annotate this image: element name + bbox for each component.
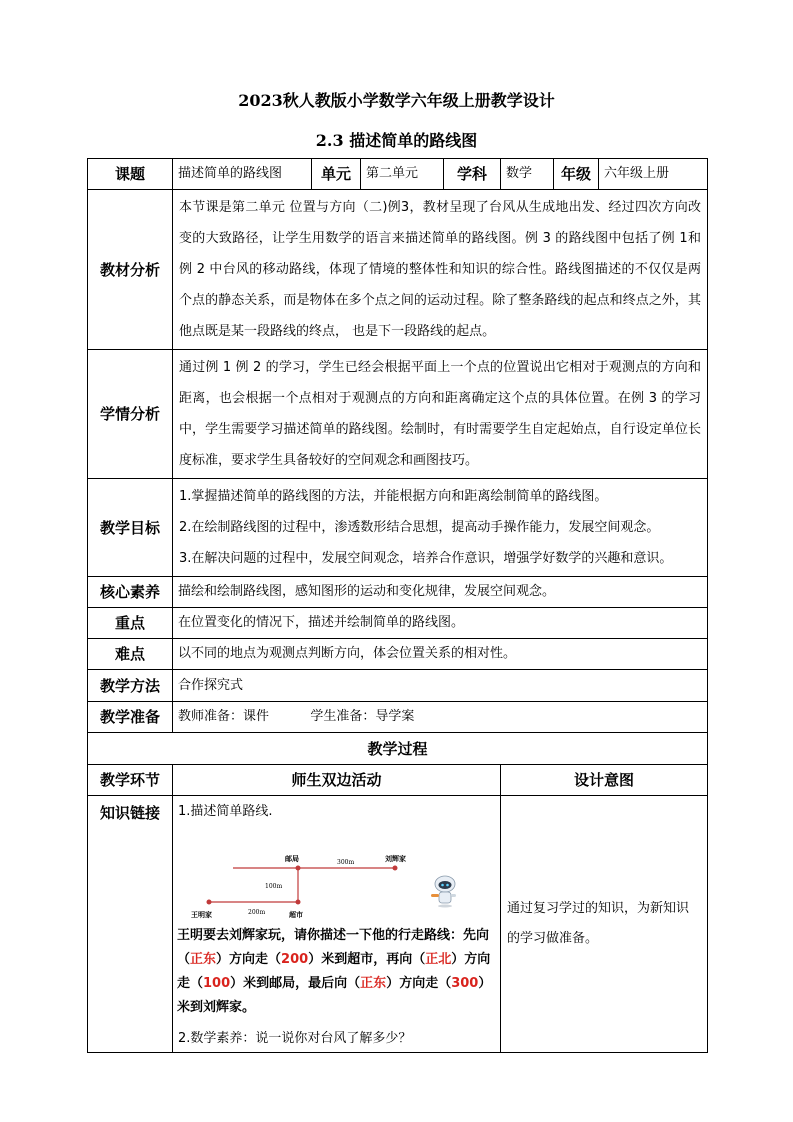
column-design-intent: 设计意图 xyxy=(501,765,708,796)
subject-label: 学科 xyxy=(444,159,501,190)
market-label: 超市 xyxy=(289,910,303,919)
activity-item-2: 2.数学素养：说一说你对台风了解多少？ xyxy=(178,1031,412,1046)
teaching-method-text: 合作探究式 xyxy=(173,670,708,702)
textbook-analysis-label: 教材分析 xyxy=(88,190,173,350)
topic-label: 课题 xyxy=(88,159,173,190)
answer-direction-3: 正东 xyxy=(360,976,387,991)
knowledge-link-intent: 通过复习学过的知识，为新知识的学习做准备。 xyxy=(501,796,708,1053)
column-teaching-step: 教学环节 xyxy=(88,765,173,796)
unit-value: 第二单元 xyxy=(361,159,444,190)
goal-item: 1.掌握描述简单的路线图的方法，并能根据方向和距离绘制简单的路线图。 xyxy=(179,489,608,504)
route-map xyxy=(173,824,503,924)
post-office-label: 邮局 xyxy=(285,854,299,863)
distance-100-label: 100m xyxy=(265,883,283,890)
wang-home-point xyxy=(207,900,212,905)
route-illustration xyxy=(173,824,500,924)
story-text: ）米到超市，再向（ xyxy=(308,952,426,967)
story-text: ）米到刘辉家。 xyxy=(177,976,492,1015)
liu-home-point xyxy=(393,866,398,871)
distance-200-label: 200m xyxy=(248,909,266,916)
teaching-goals-label: 教学目标 xyxy=(88,479,173,577)
knowledge-link-label: 知识链接 xyxy=(88,796,173,1053)
story-text: 王明要去刘辉家玩，请你描述一下他的行走路线：先向（ xyxy=(177,928,490,967)
answer-direction-2: 正北 xyxy=(425,952,452,967)
difficulty-label: 难点 xyxy=(88,639,173,670)
teaching-prep-text: 教师准备：课件 学生准备：导学案 xyxy=(173,702,708,733)
subject-value: 数学 xyxy=(501,159,554,190)
knowledge-link-activity xyxy=(173,796,501,1053)
goal-item: 2.在绘制路线图的过程中，渗透数形结合思想，提高动手操作能力，发展空间观念。 xyxy=(179,520,660,535)
distance-300-label: 300m xyxy=(337,859,355,866)
activity-item-1: 1.描述简单路线. xyxy=(178,804,273,819)
route-story xyxy=(177,924,494,1020)
goal-item: 3.在解决问题的过程中，发展空间观念，培养合作意识，增强学好数学的兴趣和意识。 xyxy=(179,551,673,566)
textbook-analysis-text: 本节课是第二单元 位置与方向（二)例3，教材呈现了台风从生成地出发、经过四次方向改变的大致路径，让学生用数学的语言来描述简单的路线图。例 3 的路线图中包括了例 1和例 2 中台风的移动路线，体现了情境的整体性和知识的综合性。路线图描述的不仅仅是两个点的静态关系，而是物体在多个点之间的运动过程。除了整条路线的起点和终点之外，其他点既是某一段路线的终点， 也是下一段路线的起点。 xyxy=(173,190,708,350)
story-text: ）米到邮局，最后向（ xyxy=(230,976,361,991)
teaching-goals xyxy=(173,479,708,577)
answer-distance-3: 300 xyxy=(451,976,479,991)
answer-distance-1: 200 xyxy=(281,952,309,967)
difficulty-text: 以不同的地点为观测点判断方向，体会位置关系的相对性。 xyxy=(173,639,708,670)
post-office-point xyxy=(296,866,301,871)
answer-direction-1: 正东 xyxy=(190,952,217,967)
teaching-process-heading: 教学过程 xyxy=(88,733,708,765)
grade-value: 六年级上册 xyxy=(599,159,708,190)
student-analysis-text: 通过例 1 例 2 的学习，学生已经会根据平面上一个点的位置说出它相对于观测点的方向和距离，也会根据一个点相对于观测点的方向和距离确定这个点的具体位置。在例 3 的学习中，学生需要学习描述简单的路线图。绘制时，有时需要学生自定起始点，自行设定单位长度标准，要求学生具备较好的空间观念和画图技巧。 xyxy=(173,350,708,479)
key-point-label: 重点 xyxy=(88,608,173,639)
student-analysis-label: 学情分析 xyxy=(88,350,173,479)
teaching-method-label: 教学方法 xyxy=(88,670,173,702)
robot-icon xyxy=(431,876,456,908)
column-activity: 师生双边活动 xyxy=(173,765,501,796)
key-point-text: 在位置变化的情况下，描述并绘制简单的路线图。 xyxy=(173,608,708,639)
teaching-prep-label: 教学准备 xyxy=(88,702,173,733)
story-text: ）方向走（ xyxy=(177,952,491,991)
core-literacy-label: 核心素养 xyxy=(88,577,173,608)
market-point xyxy=(296,900,301,905)
liu-home-label: 刘辉家 xyxy=(385,854,406,863)
grade-label: 年级 xyxy=(554,159,599,190)
core-literacy-text: 描绘和绘制路线图，感知图形的运动和变化规律，发展空间观念。 xyxy=(173,577,708,608)
story-text: ）方向走（ xyxy=(386,976,452,991)
lesson-subtitle: 2.3 描述简单的路线图 xyxy=(315,131,478,150)
unit-label: 单元 xyxy=(312,159,361,190)
story-text: ）方向走（ xyxy=(216,952,282,967)
topic-value: 描述简单的路线图 xyxy=(173,159,312,190)
lesson-plan-table xyxy=(87,158,708,1053)
answer-distance-2: 100 xyxy=(203,976,231,991)
document-title: 2023秋人教版小学数学六年级上册教学设计 xyxy=(238,91,555,110)
wang-home-label: 王明家 xyxy=(191,910,212,919)
